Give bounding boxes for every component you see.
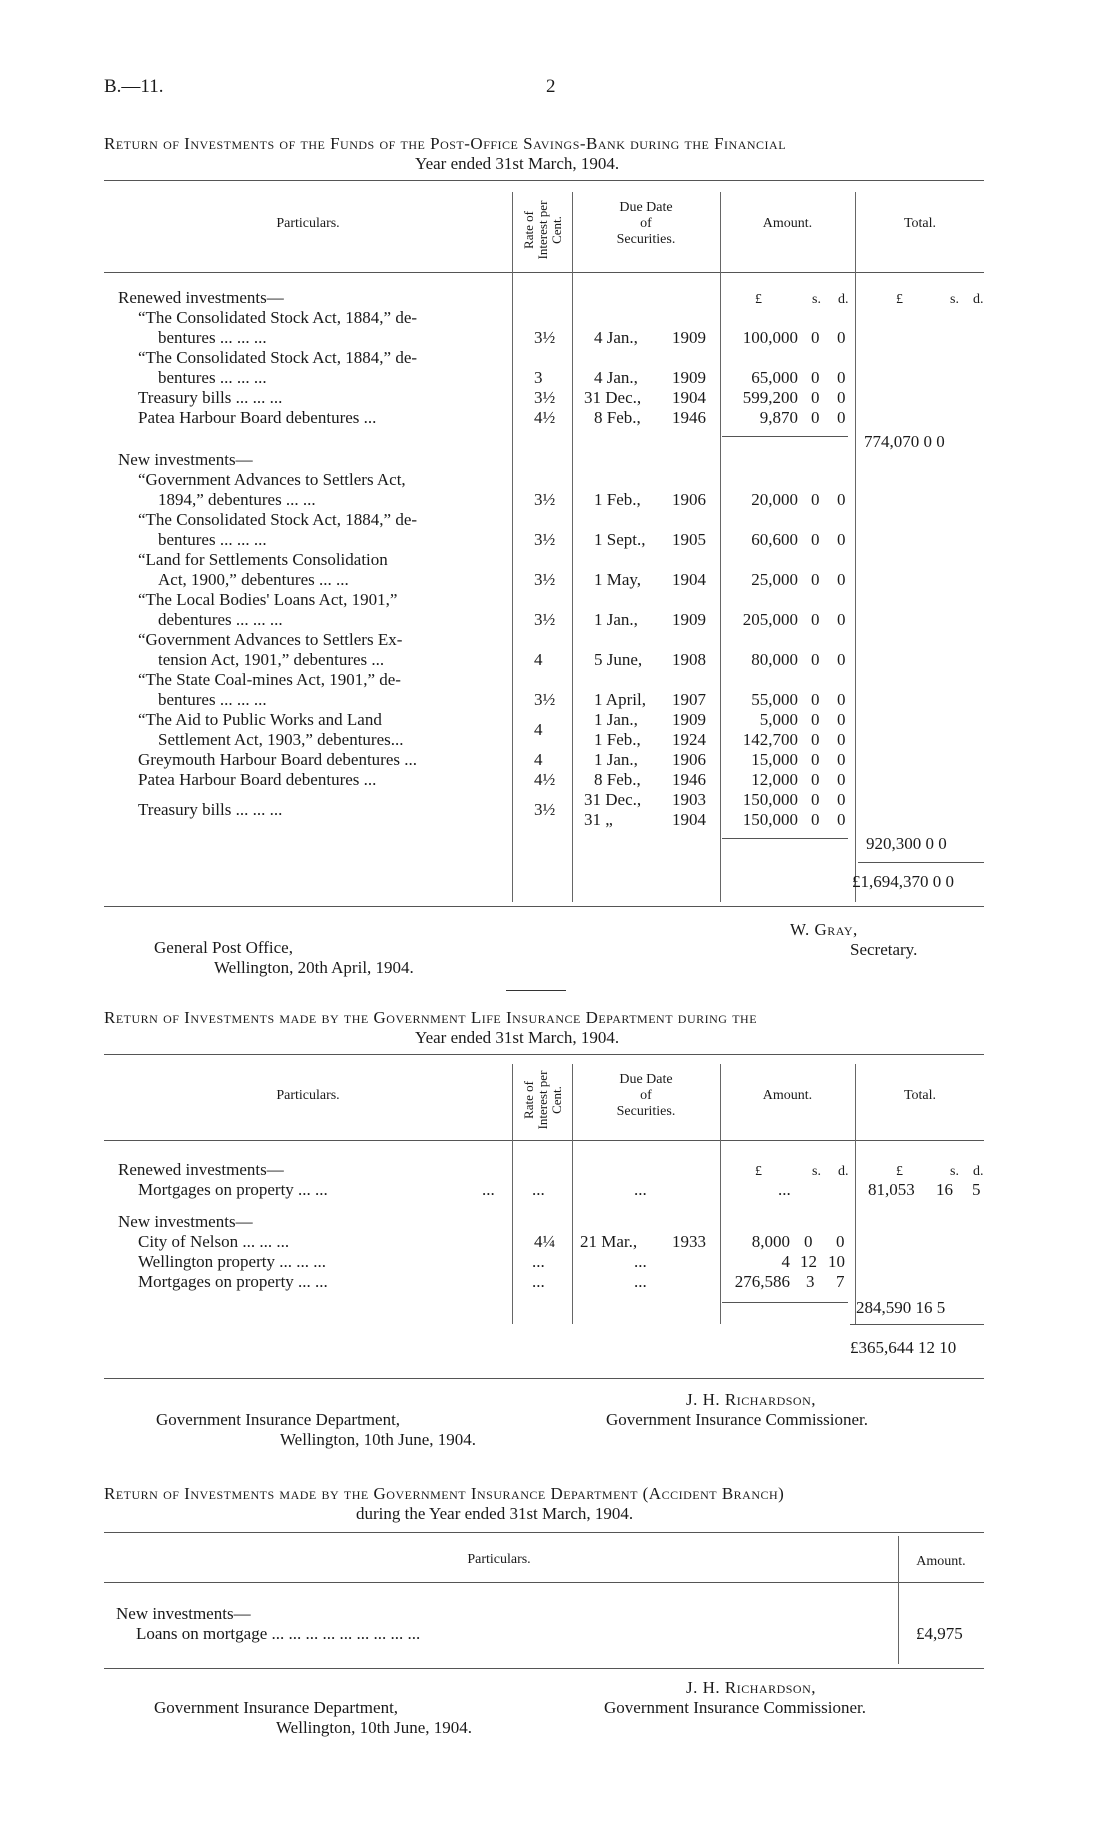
row-due: ...: [634, 1180, 647, 1199]
row-label: City of Nelson ... ... ...: [138, 1232, 290, 1251]
row-rate: 4¼: [534, 1232, 556, 1251]
row-pence: 0: [836, 1232, 845, 1251]
table1-col-divider: [512, 192, 513, 902]
subtotal-rule: [722, 1302, 848, 1303]
table1-signatory-name: W. Gray,: [790, 920, 858, 939]
row-due: 4 Jan.,: [594, 328, 638, 347]
row-rate: 3½: [534, 800, 556, 819]
row-amount: 65,000: [751, 368, 798, 387]
row-label-cont: debentures ... ... ...: [158, 610, 283, 629]
row-shillings: 0: [811, 750, 820, 769]
table2-header-rule: [104, 1140, 984, 1141]
row-due: ...: [634, 1272, 647, 1291]
row-label: “The Consolidated Stock Act, 1884,” de-: [138, 510, 418, 529]
table2-place-line2: Wellington, 10th June, 1904.: [280, 1430, 477, 1449]
row-label: “The Consolidated Stock Act, 1884,” de-: [138, 348, 418, 367]
row-year: 1906: [672, 490, 706, 509]
row-shillings: 0: [811, 408, 820, 427]
table2-header-amount: Amount.: [762, 1088, 813, 1103]
row-amount: 80,000: [751, 650, 798, 669]
row-due: 5 June,: [594, 650, 643, 669]
row-rate: 3: [534, 368, 543, 387]
row-label: Mortgages on property ... ...: [138, 1272, 328, 1291]
row-label: Treasury bills ... ... ...: [138, 388, 283, 407]
row-rate: 4: [534, 650, 543, 669]
table2-header-rate: Rate of Interest per Cent.: [521, 1070, 564, 1130]
table2-header-particulars: Particulars.: [276, 1088, 340, 1103]
table2-unit-shillings: s.: [812, 1164, 821, 1179]
table2-unit-pence: d.: [973, 1164, 984, 1179]
table2-new-heading: New investments—: [118, 1212, 253, 1231]
row-label: Mortgages on property ... ...: [138, 1180, 328, 1199]
table2-new-total: 284,590 16 5: [856, 1298, 946, 1317]
row-rate: 4½: [534, 770, 556, 789]
row-label: Loans on mortgage ... ... ... ... ... ... ... ... ...: [136, 1624, 421, 1643]
row-year: 1909: [672, 710, 706, 729]
row-label: Patea Harbour Board debentures ...: [138, 770, 377, 789]
table1-header-particulars: Particulars.: [276, 216, 340, 231]
table1-renewed-total: 774,070 0 0: [864, 432, 945, 451]
document-code: B.—11.: [104, 76, 164, 97]
table2-unit-pounds: £: [896, 1164, 903, 1179]
row-amount: 25,000: [751, 570, 798, 589]
row-label-cont: bentures ... ... ...: [158, 690, 267, 709]
row-due: 8 Feb.,: [594, 408, 641, 427]
row-pence: 0: [837, 570, 846, 589]
table3-header-particulars: Particulars.: [467, 1552, 531, 1567]
row-shillings: 0: [804, 1232, 813, 1251]
row-label: “The Aid to Public Works and Land: [138, 710, 382, 729]
row-due: 1 Jan.,: [594, 610, 638, 629]
table1-renewed-heading: Renewed investments—: [118, 288, 284, 307]
row-year: 1946: [672, 770, 706, 789]
row-shillings: 0: [811, 570, 820, 589]
row-pence: 0: [837, 408, 846, 427]
table3-title-line2: during the Year ended 31st March, 1904.: [356, 1504, 634, 1523]
row-shillings: 0: [811, 610, 820, 629]
table2-place-line1: Government Insurance Department,: [156, 1410, 401, 1429]
table1-unit-pence: d.: [838, 292, 849, 307]
row-pence: 0: [837, 650, 846, 669]
table3-bottom-rule: [104, 1668, 984, 1669]
row-year: 1905: [672, 530, 706, 549]
row-amount: 5,000: [759, 710, 798, 729]
subtotal-rule: [722, 838, 848, 839]
table1-header-due-line1: Due Date: [619, 200, 673, 215]
table1-place-line1: General Post Office,: [154, 938, 293, 957]
row-rate: ...: [532, 1252, 545, 1271]
row-due: 8 Feb.,: [594, 770, 641, 789]
row-due: 1 Jan.,: [594, 750, 638, 769]
row-label: “Land for Settlements Consolidation: [138, 550, 388, 569]
row-due: 1 Jan.,: [594, 710, 638, 729]
row-pence: 0: [837, 750, 846, 769]
page-number: 2: [546, 76, 556, 97]
table1-header-total: Total.: [903, 216, 937, 231]
row-rate: 3½: [534, 610, 556, 629]
subtotal-rule: [722, 436, 848, 437]
row-dots: ...: [482, 1180, 495, 1199]
row-year: 1904: [672, 810, 706, 829]
row-total-pence: 5: [972, 1180, 981, 1199]
row-rate: 3½: [534, 570, 556, 589]
row-label: “The State Coal-mines Act, 1901,” de-: [138, 670, 401, 689]
row-pence: 0: [837, 388, 846, 407]
row-pence: 0: [837, 530, 846, 549]
row-label: “The Local Bodies' Loans Act, 1901,”: [138, 590, 398, 609]
row-amount: ...: [778, 1180, 791, 1199]
row-label: Greymouth Harbour Board debentures ...: [138, 750, 418, 769]
total-rule: [850, 1324, 984, 1325]
table3-signatory-title: Government Insurance Commissioner.: [604, 1698, 867, 1717]
table2-unit-shillings: s.: [950, 1164, 959, 1179]
row-pence: 10: [828, 1252, 845, 1271]
table1-header-amount: Amount.: [762, 216, 813, 231]
row-amount: 15,000: [751, 750, 798, 769]
table1-top-rule: [104, 180, 984, 181]
row-pence: 0: [837, 790, 846, 809]
row-shillings: 0: [811, 790, 820, 809]
row-total-shillings: 16: [936, 1180, 953, 1199]
row-shillings: 0: [811, 328, 820, 347]
table2-header-due-line2: of: [640, 1088, 652, 1103]
row-year: 1909: [672, 368, 706, 387]
table3-new-heading: New investments—: [116, 1604, 251, 1623]
row-rate: 4: [534, 720, 543, 739]
row-year: 1907: [672, 690, 706, 709]
row-pence: 0: [837, 328, 846, 347]
row-label: Patea Harbour Board debentures ...: [138, 408, 377, 427]
row-label: “Government Advances to Settlers Act,: [138, 470, 406, 489]
row-year: 1909: [672, 610, 706, 629]
row-amount: 55,000: [751, 690, 798, 709]
table1-unit-shillings: s.: [950, 292, 959, 307]
row-rate: 4½: [534, 408, 556, 427]
row-shillings: 0: [811, 388, 820, 407]
row-amount: 599,200: [742, 388, 798, 407]
row-year: 1909: [672, 328, 706, 347]
table1-new-total: 920,300 0 0: [866, 834, 947, 853]
table2-header-due-line3: Securities.: [616, 1104, 676, 1119]
row-amount: 4: [781, 1252, 790, 1271]
row-shillings: 0: [811, 710, 820, 729]
total-rule: [858, 862, 984, 863]
table1-bottom-rule: [104, 906, 984, 907]
row-label-cont: bentures ... ... ...: [158, 530, 267, 549]
row-year: 1903: [672, 790, 706, 809]
row-pence: 0: [837, 690, 846, 709]
row-label-cont: bentures ... ... ...: [158, 328, 267, 347]
row-year: 1924: [672, 730, 706, 749]
row-rate: 3½: [534, 490, 556, 509]
row-shillings: 0: [811, 530, 820, 549]
row-shillings: 0: [811, 810, 820, 829]
table1-unit-shillings: s.: [812, 292, 821, 307]
table2-top-rule: [104, 1054, 984, 1055]
table2-bottom-rule: [104, 1378, 984, 1379]
table1-col-divider: [572, 192, 573, 902]
table1-new-heading: New investments—: [118, 450, 253, 469]
row-shillings: 0: [811, 690, 820, 709]
table2-title-line2: Year ended 31st March, 1904.: [415, 1028, 620, 1047]
row-label-cont: bentures ... ... ...: [158, 368, 267, 387]
section-divider: [506, 990, 566, 991]
table3-place-line1: Government Insurance Department,: [154, 1698, 399, 1717]
table1-header-rate: Rate of Interest per Cent.: [521, 200, 564, 260]
row-due: ...: [634, 1252, 647, 1271]
table1-header-due-line2: of: [640, 216, 652, 231]
row-pence: 0: [837, 610, 846, 629]
row-amount: 8,000: [751, 1232, 790, 1251]
row-label-cont: Act, 1900,” debentures ... ...: [158, 570, 349, 589]
row-amount: 142,700: [742, 730, 798, 749]
row-due: 1 April,: [594, 690, 646, 709]
row-pence: 0: [837, 730, 846, 749]
row-rate: ...: [532, 1180, 545, 1199]
row-label: “The Consolidated Stock Act, 1884,” de-: [138, 308, 418, 327]
table1-header-due-line3: Securities.: [616, 232, 676, 247]
table1-unit-pence: d.: [973, 292, 984, 307]
row-amount: 100,000: [742, 328, 798, 347]
table1-grand-total: £1,694,370 0 0: [852, 872, 954, 891]
row-amount: 20,000: [751, 490, 798, 509]
row-total-pounds: 81,053: [868, 1180, 915, 1199]
row-year: 1946: [672, 408, 706, 427]
table1-col-divider: [855, 192, 856, 902]
row-pence: 0: [837, 770, 846, 789]
row-label-cont: Settlement Act, 1903,” debentures...: [158, 730, 404, 749]
table1-place-line2: Wellington, 20th April, 1904.: [214, 958, 414, 977]
row-year: 1906: [672, 750, 706, 769]
row-pence: 0: [837, 710, 846, 729]
row-due: 21 Mar.,: [580, 1232, 638, 1251]
row-due: 1 Feb.,: [594, 490, 641, 509]
row-due: 4 Jan.,: [594, 368, 638, 387]
row-due: 1 Feb.,: [594, 730, 641, 749]
row-rate: 3½: [534, 328, 556, 347]
row-rate: 3½: [534, 530, 556, 549]
row-amount: 205,000: [742, 610, 798, 629]
table3-header-rule: [104, 1582, 984, 1583]
table3-place-line2: Wellington, 10th June, 1904.: [276, 1718, 473, 1737]
row-rate: 3½: [534, 690, 556, 709]
table2-unit-pence: d.: [838, 1164, 849, 1179]
row-amount: £4,975: [916, 1624, 963, 1643]
row-due: 31 Dec.,: [584, 388, 642, 407]
row-year: 1908: [672, 650, 706, 669]
row-pence: 0: [837, 490, 846, 509]
table2-grand-total: £365,644 12 10: [850, 1338, 957, 1357]
row-year: 1933: [672, 1232, 706, 1251]
row-shillings: 0: [811, 650, 820, 669]
row-rate: 4: [534, 750, 543, 769]
table3-header-amount: Amount.: [916, 1554, 966, 1569]
row-label: Treasury bills ... ... ...: [138, 800, 283, 819]
row-amount: 276,586: [734, 1272, 790, 1291]
table3-title-line1: Return of Investments made by the Government Insurance Department (Accident Branch): [104, 1484, 785, 1503]
row-label-cont: tension Act, 1901,” debentures ...: [158, 650, 385, 669]
row-amount: 12,000: [751, 770, 798, 789]
table1-unit-pounds: £: [755, 292, 762, 307]
table1-signatory-title: Secretary.: [850, 940, 918, 959]
table2-header-total: Total.: [903, 1088, 937, 1103]
row-due: 1 May,: [594, 570, 642, 589]
table2-signatory-name: J. H. Richardson,: [686, 1390, 816, 1409]
row-label: Wellington property ... ... ...: [138, 1252, 326, 1271]
table2-signatory-title: Government Insurance Commissioner.: [606, 1410, 869, 1429]
row-year: 1904: [672, 388, 706, 407]
row-pence: 0: [837, 810, 846, 829]
table2-header-due-line1: Due Date: [619, 1072, 673, 1087]
table1-header-rule: [104, 272, 984, 273]
table3-top-rule: [104, 1532, 984, 1533]
table2-col-divider: [512, 1064, 513, 1324]
row-due: 31 Dec.,: [584, 790, 642, 809]
row-shillings: 0: [811, 368, 820, 387]
row-rate: 3½: [534, 388, 556, 407]
row-pence: 7: [836, 1272, 845, 1291]
row-shillings: 0: [811, 770, 820, 789]
row-rate: ...: [532, 1272, 545, 1291]
row-year: 1904: [672, 570, 706, 589]
table2-unit-pounds: £: [755, 1164, 762, 1179]
row-shillings: 0: [811, 730, 820, 749]
table2-title-line1: Return of Investments made by the Government Life Insurance Department during the: [104, 1008, 758, 1027]
row-shillings: 3: [806, 1272, 815, 1291]
table3-signatory-name: J. H. Richardson,: [686, 1678, 816, 1697]
row-due: 31 „: [584, 810, 613, 829]
row-amount: 60,600: [751, 530, 798, 549]
row-amount: 150,000: [742, 790, 798, 809]
row-label: “Government Advances to Settlers Ex-: [138, 630, 403, 649]
row-label-cont: 1894,” debentures ... ...: [158, 490, 316, 509]
row-due: 1 Sept.,: [594, 530, 646, 549]
row-shillings: 12: [800, 1252, 817, 1271]
row-amount: 9,870: [759, 408, 798, 427]
row-pence: 0: [837, 368, 846, 387]
table1-title-line2: Year ended 31st March, 1904.: [415, 154, 620, 173]
row-shillings: 0: [811, 490, 820, 509]
row-amount: 150,000: [742, 810, 798, 829]
table1-unit-pounds: £: [896, 292, 903, 307]
table2-renewed-heading: Renewed investments—: [118, 1160, 284, 1179]
table1-title-line1: Return of Investments of the Funds of the Post-Office Savings-Bank during the Financial: [104, 134, 787, 153]
